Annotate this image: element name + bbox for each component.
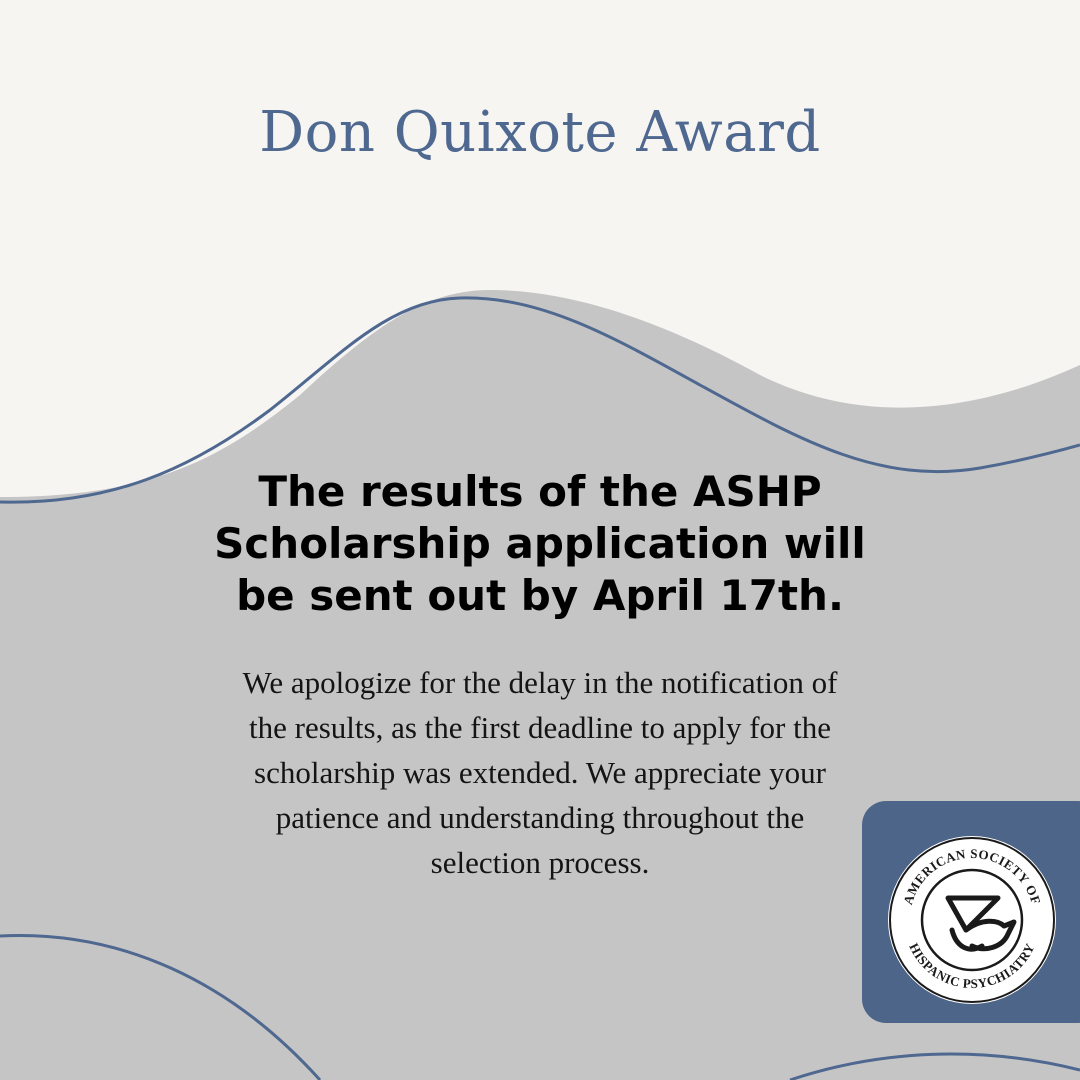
body-line: selection process.: [430, 845, 650, 880]
ashp-logo-seal: [886, 834, 1058, 1006]
logo-bottom-text: HISPANIC PSYCHIATRY: [906, 940, 1038, 992]
body-line: the results, as the first deadline to apply for the: [249, 710, 831, 745]
headline-line: be sent out by April 17th.: [236, 571, 844, 620]
body-line: patience and understanding throughout the: [275, 800, 805, 835]
body-paragraph: [190, 660, 890, 885]
body-line: We apologize for the delay in the notification of: [242, 665, 838, 700]
logo-top-text: AMERICAN SOCIETY OF: [900, 845, 1044, 907]
body-line: scholarship was extended. We appreciate your: [254, 755, 826, 790]
page-title: Don Quixote Award: [259, 100, 821, 165]
headline-line: The results of the ASHP: [258, 467, 822, 516]
headline-line: Scholarship application will: [214, 519, 866, 568]
headline: [180, 466, 900, 622]
